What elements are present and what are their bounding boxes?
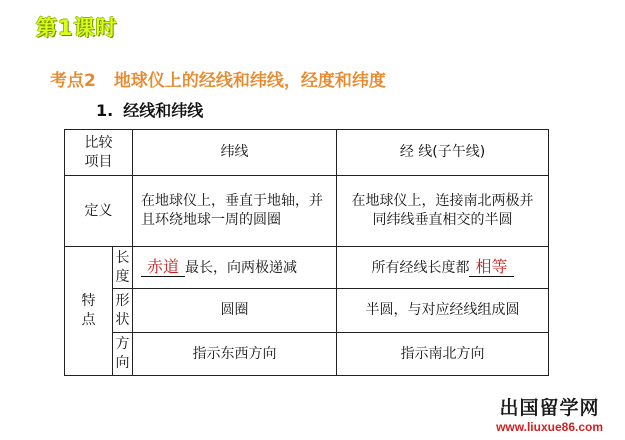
latitude-length-answer: 赤道 (141, 257, 185, 277)
topic-heading (50, 66, 386, 91)
latitude-length (133, 247, 337, 289)
longitude-length-text: 所有经线长度都 (371, 260, 470, 276)
longitude-length-answer: 相等 (469, 257, 513, 277)
longitude-definition: 在地球仪上，连接南北两极并同纬线垂直相交的半圆 (337, 176, 549, 247)
compare-item-header: 比较项目 (65, 130, 133, 176)
shape-label: 形状 (113, 289, 133, 333)
definition-row (65, 176, 549, 247)
definition-label: 定义 (65, 176, 133, 247)
direction-label: 方向 (113, 333, 133, 376)
longitude-header: 经 线(子午线) (337, 130, 549, 176)
latitude-length-text: 最长，向两极递减 (185, 260, 298, 276)
topic-number: 考点2 (50, 71, 96, 91)
site-watermark (496, 393, 603, 434)
direction-row (65, 333, 549, 376)
topic-text: 地球仪上的经线和纬线，经度和纬度 (113, 71, 386, 91)
length-row (65, 247, 549, 289)
longitude-direction: 指示南北方向 (337, 333, 549, 376)
latitude-direction: 指示东西方向 (133, 333, 337, 376)
watermark-name: 出国留学网 (499, 397, 600, 419)
length-label: 长度 (113, 247, 133, 289)
longitude-length (337, 247, 549, 289)
lesson-title: 第1课时 (36, 16, 118, 40)
table-header-row (65, 130, 549, 176)
watermark-url: www.liuxue86.com (496, 420, 603, 434)
latitude-shape: 圆圈 (133, 289, 337, 333)
features-label: 特点 (65, 247, 113, 376)
section-heading (96, 98, 203, 121)
latitude-header: 纬线 (133, 130, 337, 176)
section-number: 1. (96, 101, 114, 120)
comparison-table (64, 129, 549, 376)
latitude-definition: 在地球仪上，垂直于地轴，并且环绕地球一周的圆圈 (133, 176, 337, 247)
shape-row (65, 289, 549, 333)
section-text: 经线和纬线 (123, 101, 204, 120)
longitude-shape: 半圆，与对应经线组成圆 (337, 289, 549, 333)
